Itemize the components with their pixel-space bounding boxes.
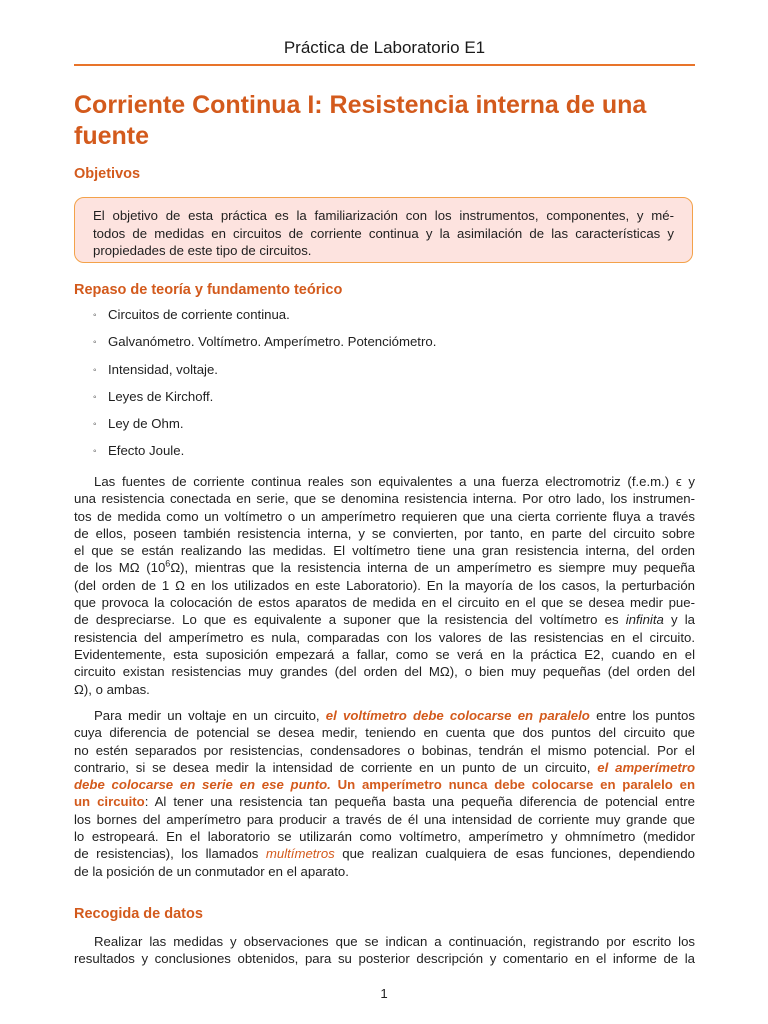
text-line: Evidentemente, esta suposición empezará a fallar, como se verá en la práctica E2, cuando en el [74, 646, 695, 662]
list-item-label: Ley de Ohm. [108, 416, 184, 432]
text-line: no estén separados por resistencias, condensadores o bobinas, tendrán el mismo potencial. Por el [74, 742, 695, 758]
text-line: de despreciarse. Lo que es equivalente a suponer que la resistencia del voltímetro es infinita y la [74, 612, 696, 628]
text-line: circuito existan resistencias muy grandes (del orden del MΩ), o bien muy pequeñas (del orden del [74, 664, 695, 680]
bullet-icon: ◦ [93, 419, 97, 431]
list-item-label: Intensidad, voltaje. [108, 361, 218, 377]
bullet-icon: ◦ [93, 364, 97, 376]
text-line: debe colocarse en serie en ese punto. Un amperímetro nunca debe colocarse en paralelo en [74, 777, 696, 793]
page-number: 1 [380, 986, 388, 1001]
document-title: Corriente Continua I: Resistencia interna de una fuente [74, 91, 647, 150]
text-line: tos de medida como un voltímetro o un amperímetro requieren que una cierta corriente fluya a través [74, 508, 695, 524]
running-header: Práctica de Laboratorio E1 [283, 38, 486, 57]
text-line: contrario, si se desea medir la intensidad de corriente en un punto de un circuito, el amperímetro [74, 759, 695, 775]
list-item-label: Circuitos de corriente continua. [108, 307, 290, 322]
bullet-icon: ◦ [93, 337, 97, 349]
text-line: Ω), o ambas. [74, 681, 150, 697]
emphasis-multimeter: multímetros [265, 846, 335, 862]
text-line: (del orden de 1 Ω en los utilizados en este Laboratorio). En la mayoría de los casos, la perturbación [74, 577, 695, 593]
text-line: que provoca la colocación de estos aparatos de medida en el circuito en el que se desea medir pue- [74, 595, 695, 611]
list-item [93, 416, 436, 443]
bullet-icon: ◦ [93, 446, 97, 458]
emphasis-voltmeter: el voltímetro debe colocarse en paralelo [325, 708, 590, 723]
objectives-box [74, 197, 693, 263]
text-line: lo estropeará. En el laboratorio se utilizarán como voltímetro, amperímetro y ohmnímetro (medidor [74, 829, 695, 845]
text-line: resultados y conclusiones obtenidos, para su posterior descripción y comentario en el informe de la [74, 951, 695, 967]
list-item [93, 334, 436, 361]
heading-repaso: Repaso de teoría y fundamento teórico [74, 282, 343, 298]
paragraph-measurement [74, 707, 695, 880]
text-line: de resistencias), los llamados multímetros que realizan cualquiera de esas funciones, dependiendo [74, 846, 695, 862]
text-line: de ellos, poseen también resistencia interna, y se convierten, por tanto, en parte del circuito sobre [74, 525, 695, 541]
text-line: Las fuentes de corriente continua reales son equivalentes a una fuerza electromotriz (f.e.m.) ϵ y [94, 474, 695, 489]
emphasis-ammeter: el amperímetro [597, 759, 695, 775]
list-item [93, 443, 436, 470]
paragraph-internal-resistance [74, 473, 695, 698]
objectives-line: propiedades de este tipo de circuitos. [93, 243, 312, 259]
paragraph-recogida [74, 933, 695, 968]
text-line: el que se están realizando las medidas. El voltímetro tiene una gran resistencia interna, del orden [74, 543, 695, 559]
list-item-label: Galvanómetro. Voltímetro. Amperímetro. Potenciómetro. [108, 334, 437, 350]
heading-objetivos: Objetivos [74, 166, 141, 182]
text-line: resistencia del amperímetro es nula, comparadas con los valores de las resistencias en el circuito. [74, 629, 695, 645]
text-line: los bornes del amperímetro para producir a través de él una intensidad de corriente muy grande que [74, 811, 695, 827]
topics-list [93, 307, 436, 471]
list-item-label: Leyes de Kirchoff. [108, 388, 214, 404]
text-line: de los MΩ $(10^6\Omega)$, mientras que la resistencia interna de un amperímetro es siempre muy pequeña [74, 559, 696, 576]
text-line: Para medir un voltaje en un circuito, el voltímetro debe colocarse en paralelo entre los puntos [94, 708, 695, 723]
text-line: de la posición de un conmutador en el aparato. [74, 863, 349, 879]
text-line: una resistencia conectada en serie, que se denomina resistencia interna. Por otro lado, los instrumen- [74, 491, 695, 507]
list-item [93, 362, 436, 389]
list-item [93, 389, 436, 416]
objectives-line: El objetivo de esta práctica es la familiarización con los instrumentos, componentes, y mé- [93, 208, 674, 223]
list-item-label: Efecto Joule. [108, 443, 185, 459]
header-rule [74, 64, 695, 66]
text-line: Realizar las medidas y observaciones que se indican a continuación, registrando por escrito los [94, 934, 695, 949]
bullet-icon: ◦ [93, 310, 97, 321]
list-item [93, 307, 436, 334]
bullet-icon: ◦ [93, 391, 97, 403]
heading-recogida: Recogida de datos [74, 906, 203, 922]
text-line: un circuito: Al tener una resistencia tan pequeña basta una pequeña diferencia de potencial entre [74, 794, 696, 810]
text-line: cuya diferencia de potencial se desea medir, teniendo en cuenta que dos puntos del circuito que [74, 725, 695, 741]
objectives-line: todos de medidas en circuitos de corriente continua y la asimilación de las características y [93, 225, 674, 241]
